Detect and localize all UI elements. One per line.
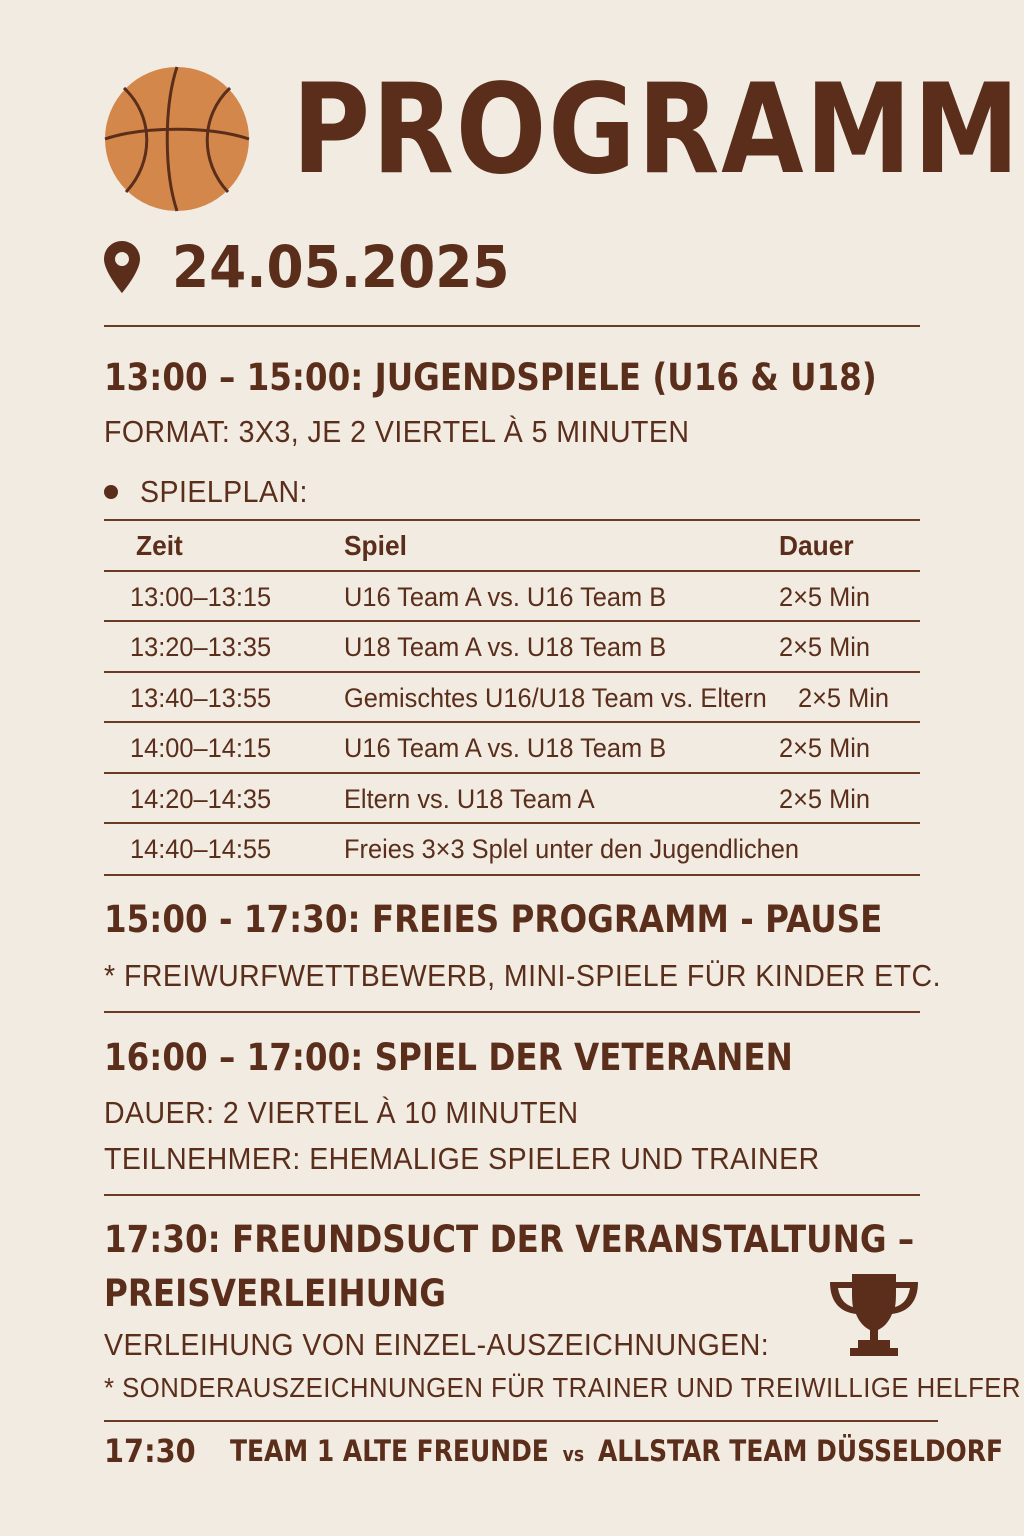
- table-row: [104, 822, 920, 873]
- bullet: [104, 485, 118, 499]
- section-closing-awards: VERLEIHUNG VON EINZEL-AUSZEICHNUNGEN:: [104, 1327, 770, 1362]
- column-header-time: Zeit: [136, 530, 183, 561]
- cell-game: U18 Team A vs. U18 Team B: [344, 632, 667, 662]
- section-closing-special: * SONDERAUSZEICHNUNGEN FÜR TRAINER UND TREIWILLIGE HELFER: [104, 1372, 1021, 1403]
- event-date: 24.05.2025: [172, 233, 510, 301]
- column-header-game: Spiel: [344, 530, 407, 561]
- section-veterans-heading: 16:00 – 17:00: SPIEL DER VETERANEN: [104, 1036, 793, 1079]
- column-header-duration: Dauer: [779, 530, 854, 561]
- cell-duration: 2×5 Min: [798, 682, 890, 713]
- divider: [104, 325, 920, 327]
- divider: [104, 1420, 938, 1422]
- page-title: PROGRAMM: [292, 58, 1022, 202]
- schedule-label: SPIELPLAN:: [140, 474, 308, 509]
- schedule-table: [104, 519, 920, 873]
- table-row: [104, 772, 920, 823]
- section-closing-heading-line2: PREISVERLEIHUNG: [104, 1272, 447, 1315]
- cell-game: Gemischtes U16/U18 Team vs. Eltern: [344, 682, 767, 713]
- location-pin-icon: [104, 241, 140, 293]
- cell-duration: 2×5 Min: [779, 783, 871, 814]
- cell-time: 13:40–13:55: [130, 682, 272, 713]
- cell-time: 14:00–14:15: [130, 733, 272, 763]
- cell-duration: 2×5 Min: [779, 632, 871, 662]
- table-row: [104, 671, 920, 722]
- team-2: ALLSTAR TEAM DÜSSELDORF: [597, 1434, 1004, 1468]
- cell-duration: 2×5 Min: [779, 733, 871, 763]
- section-free-program-note: * FREIWURFWETTBEWERB, MINI-SPIELE FÜR KINDER ETC.: [104, 958, 941, 993]
- versus-label: vs: [562, 1442, 585, 1466]
- cell-time: 13:00–13:15: [130, 581, 272, 612]
- trophy-icon: [826, 1272, 922, 1358]
- final-match: [230, 1434, 1003, 1468]
- divider: [104, 1194, 920, 1196]
- cell-game: Freies 3×3 Splel unter den Jugendlichen: [344, 834, 800, 864]
- divider: [104, 874, 920, 876]
- cell-time: 14:40–14:55: [130, 834, 272, 864]
- team-1: TEAM 1 ALTE FREUNDE: [230, 1434, 549, 1468]
- divider: [104, 1011, 920, 1013]
- cell-game: U16 Team A vs. U16 Team B: [344, 581, 667, 612]
- cell-game: Eltern vs. U18 Team A: [344, 783, 595, 814]
- section-youth-heading: 13:00 – 15:00: JUGENDSPIELE (U16 & U18): [104, 356, 877, 399]
- table-row: [104, 570, 920, 621]
- section-free-program-heading: 15:00 - 17:30: FREIES PROGRAMM - PAUSE: [104, 898, 883, 941]
- cell-time: 14:20–14:35: [130, 783, 272, 814]
- cell-time: 13:20–13:35: [130, 632, 272, 662]
- table-row: [104, 721, 920, 772]
- cell-game: U16 Team A vs. U18 Team B: [344, 733, 667, 763]
- table-row: [104, 620, 920, 671]
- section-closing-heading-line1: 17:30: FREUNDSUCT DER VERANSTALTUNG –: [104, 1218, 915, 1261]
- section-veterans-participants: TEILNEHMER: EHEMALIGE SPIELER UND TRAINER: [104, 1141, 820, 1176]
- section-youth-format: FORMAT: 3X3, JE 2 VIERTEL À 5 MINUTEN: [104, 414, 690, 449]
- basketball-icon: [104, 66, 250, 212]
- section-veterans-duration: DAUER: 2 VIERTEL À 10 MINUTEN: [104, 1095, 579, 1130]
- table-header-row: [104, 519, 920, 570]
- final-match-time: 17:30: [104, 1432, 196, 1470]
- date-row: [104, 232, 539, 302]
- cell-duration: 2×5 Min: [779, 581, 871, 612]
